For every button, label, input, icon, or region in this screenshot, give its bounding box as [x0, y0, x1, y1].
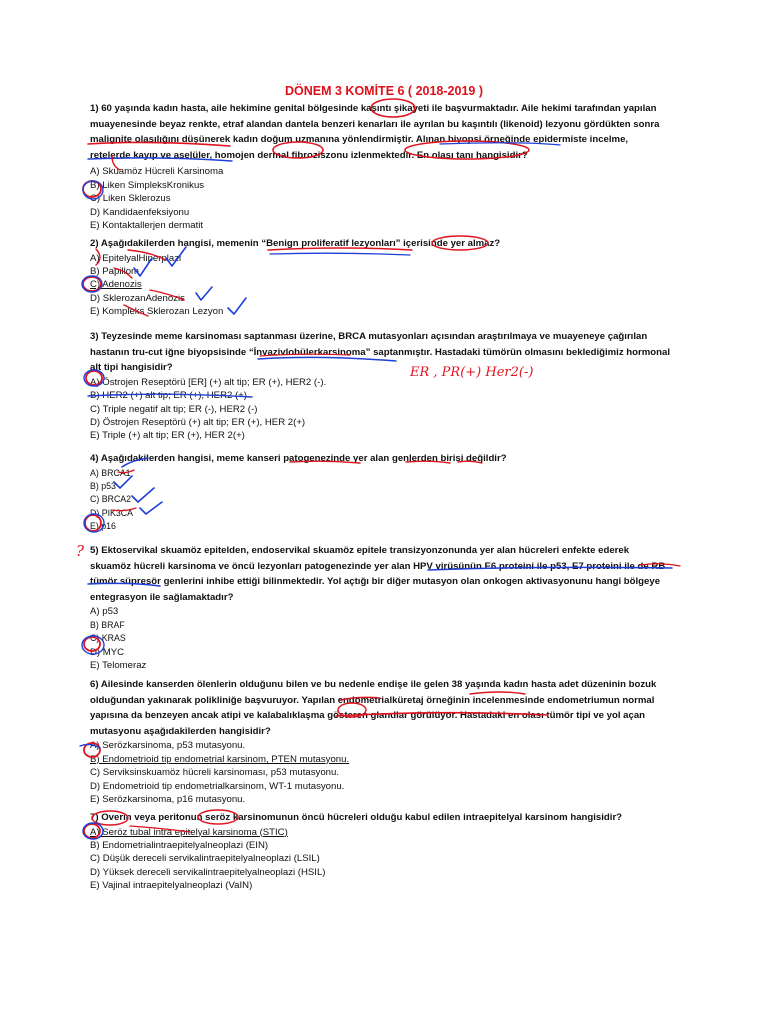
question-text: 3) Teyzesinde meme karsinoması saptanması üzerine, BRCA mutasyonları açısından araştırılmaya ve muayeneye çağırılan hastanın tru-cut iğne biyopsisinde “İnvazivlobülerkarsinoma” saptanmıştır. Hastadaki tümörün olmasını beklediğimiz hormonal alt tipi hangisidir?	[90, 331, 671, 374]
option-c[interactable]: C) BRCA2	[90, 494, 132, 505]
question-3	[90, 329, 670, 443]
option-c[interactable]: C) Düşük dereceli servikalintraepitelyalneoplazi (LSIL)	[90, 853, 320, 865]
question-7	[90, 810, 670, 893]
handwritten-question-mark: ?	[76, 542, 85, 560]
option-d[interactable]: D) PIK3CA	[90, 507, 134, 518]
question-text: 7) Overin veya peritonun seröz karsinomunun öncü hücreleri olduğu kabul edilen intraepitelyal karsinom hangisidir?	[90, 812, 623, 823]
option-e[interactable]: E) Kontaktallerjen dermatit	[90, 220, 204, 231]
question-text: 1) 60 yaşında kadın hasta, aile hekimine genital bölgesinde kaşıntı şikayeti ile başvurmaktadır. Aile hekimi tarafından yapılan muayenesinde beyaz renkte, etraf alandan dantela benzeri kenarları ile ayrılan bu kaşıntılı (likenoid) lezyonu gördükten sonra malignite olasılığını düşünerek kadın doğum uzmanına yönlendirmiştir. Alınan biyopsi örneğinde epidermiste incelme, retelerde kayıp ve aselüler, homojen dermal fibroziszonu izlenmektedir. En olası tanı hangisidir?	[90, 103, 660, 161]
option-b[interactable]: B) BRAF	[90, 619, 125, 630]
option-b[interactable]: B) Papillom	[90, 266, 140, 277]
option-c[interactable]: C) Adenozis	[90, 279, 142, 291]
option-e[interactable]: E) p16	[90, 521, 116, 532]
option-a[interactable]: A) Seröz tubal intra epitelyal karsinoma (STIC)	[90, 826, 288, 838]
option-b[interactable]: B) Endometrialintraepitelyalneoplazi (EIN)	[90, 840, 269, 851]
question-4	[90, 451, 670, 534]
option-d[interactable]: D) MYC	[90, 646, 125, 658]
option-d[interactable]: D) Yüksek dereceli servikalintraepitelyalneoplazi (HSIL)	[90, 866, 326, 878]
option-b[interactable]: B) p53	[90, 481, 116, 491]
option-c[interactable]: C) Liken Sklerozus	[90, 193, 171, 205]
question-2	[90, 236, 670, 319]
option-c[interactable]: C) Triple negatif alt tip; ER (-), HER2 (-)	[90, 403, 258, 415]
option-a[interactable]: A) Serözkarsinoma, p53 mutasyonu.	[90, 740, 246, 752]
option-b[interactable]: B) Liken SimpleksKronikus	[90, 179, 205, 191]
question-text: 4) Aşağıdakilerden hangisi, meme kanseri patogenezinde yer alan genlerden birisi değildir?	[90, 453, 507, 464]
option-e[interactable]: E) Serözkarsinoma, p16 mutasyonu.	[90, 794, 246, 805]
option-d[interactable]: D) Endometrioid tip endometrialkarsinom, WT-1 mutasyonu.	[90, 780, 345, 792]
question-5	[90, 543, 670, 672]
option-c[interactable]: C) KRAS	[90, 633, 126, 644]
option-a[interactable]: A) p53	[90, 606, 119, 618]
question-text: 5) Ektoservikal skuamöz epitelden, endoservikal skuamöz epitele transizyonzonunda yer alan hücreleri enfekte ederek skuamöz hücreli karsinoma ve öncü lezyonları patogenezinde yer alan HPV virüsünün E6 proteini ile p53, E7 proteini ile de RB tümör süpresör genlerini inhibe ettiği bilinmektedir. Yol açtığı bir diğer mutasyon olan onkogen aktivasyonunu hangi bölgeye entegrasyon ile sağlamaktadır?	[90, 545, 666, 603]
option-a[interactable]: A) Östrojen Reseptörü [ER] (+) alt tip; ER (+), HER2 (-).	[90, 376, 327, 388]
option-b[interactable]: B) HER2 (+) alt tip; ER (+), HER2 (+)	[90, 390, 247, 402]
option-e[interactable]: E) Kompleks Sklerozan Lezyon	[90, 306, 224, 318]
option-c[interactable]: C) Serviksinskuamöz hücreli karsinoması, p53 mutasyonu.	[90, 767, 340, 779]
option-d[interactable]: D) Kandidaenfeksiyonu	[90, 206, 190, 218]
option-e[interactable]: E) Telomeraz	[90, 660, 147, 671]
question-text: 2) Aşağıdakilerden hangisi, memenin “Benign proliferatif lezyonları” içerisinde yer almaz?	[90, 238, 501, 249]
question-1	[90, 101, 670, 232]
option-b[interactable]: B) Endometrioid tip endometrial karsinom, PTEN mutasyonu.	[90, 753, 350, 765]
option-d[interactable]: D) SklerozanAdenozis	[90, 292, 185, 304]
page-title: DÖNEM 3 KOMİTE 6 ( 2018-2019 )	[285, 84, 483, 98]
option-a[interactable]: A) Skuamöz Hücreli Karsinoma	[90, 166, 224, 178]
option-a[interactable]: A) EpitelyalHiperplazi	[90, 252, 182, 264]
option-e[interactable]: E) Triple (+) alt tip; ER (+), HER 2(+)	[90, 430, 245, 442]
option-e[interactable]: E) Vajinal intraepitelyalneoplazi (VaIN)	[90, 880, 253, 892]
handwritten-note: ER , PR(+) Her2(-)	[410, 365, 534, 380]
question-text: 6) Ailesinde kanserden ölenlerin olduğunu bilen ve bu nedenle endişe ile gelen 38 yaşında kadın hasta adet düzeninin bozuk olduğundan yakınarak polikliniğe başvuruyor. Yapılan endometrialküretaj örneğinin incelenmesinde endometriumun normal yapısına da benzeyen ancak atipi ve kalabalıklaşma gösteren glandlar görülüyor. Hastadaki en olası tümör tipi ve yol açan mutasyonu aşağıdakilerden hangisidir?	[90, 679, 657, 737]
option-d[interactable]: D) Östrojen Reseptörü (+) alt tip; ER (+), HER 2(+)	[90, 417, 306, 428]
option-a[interactable]: A) BRCA1	[90, 467, 131, 478]
question-6	[90, 677, 670, 806]
